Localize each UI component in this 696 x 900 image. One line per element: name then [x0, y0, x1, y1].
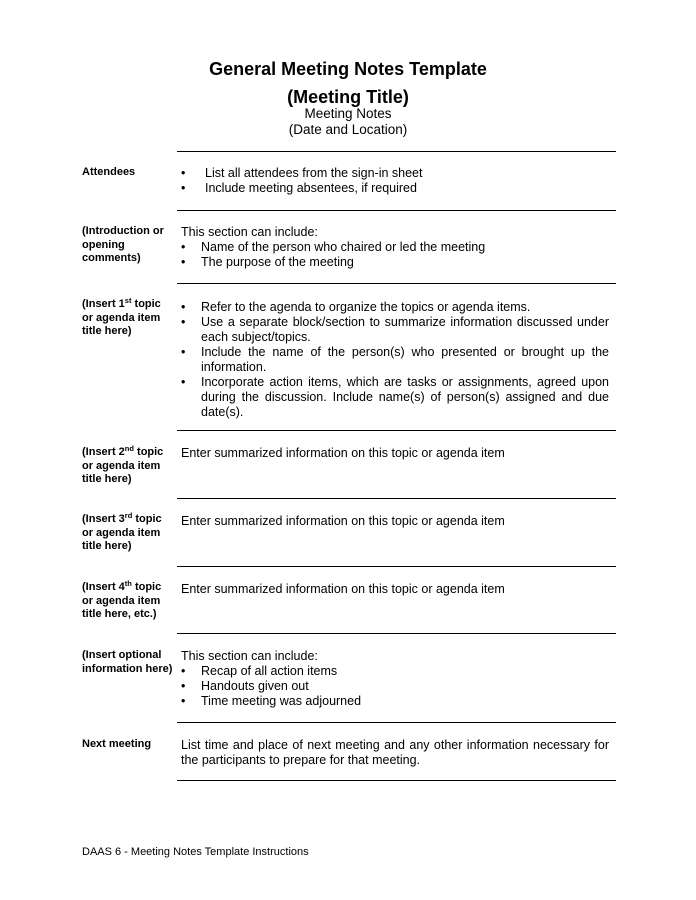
list-item: • Name of the person who chaired or led the meeting — [181, 240, 486, 254]
list-item: • List all attendees from the sign-in sheet — [181, 166, 423, 180]
list-item: • Handouts given out — [181, 679, 309, 693]
meeting-notes-subtitle: Meeting Notes — [304, 106, 392, 121]
divider — [177, 283, 616, 284]
optional-content — [181, 649, 609, 709]
list-item: • Include the name of the person(s) who presented or brought up the information. — [181, 345, 609, 374]
divider — [177, 430, 616, 431]
bullet: • — [181, 315, 186, 329]
topic1-label: (Insert 1st topic or agenda item title here) — [82, 296, 161, 337]
bullet: • — [181, 694, 186, 708]
list-item: • The purpose of the meeting — [181, 255, 354, 269]
divider — [177, 151, 616, 152]
attendees-label: Attendees — [82, 166, 136, 178]
list-item: • Refer to the agenda to organize the topics or agenda items. — [181, 300, 531, 314]
introduction-label: (Introduction or opening comments) — [82, 225, 164, 264]
date-location-subtitle: (Date and Location) — [288, 122, 408, 137]
list-item: • Use a separate block/section to summarize information discussed under each subject/topics. — [181, 315, 609, 344]
next-meeting-label: Next meeting — [82, 738, 152, 750]
topic2-content: Enter summarized information on this topic or agenda item — [181, 446, 505, 460]
topic1-content — [181, 300, 609, 420]
bullet: • — [181, 345, 186, 359]
bullet: • — [181, 166, 186, 180]
bullet: • — [181, 181, 186, 195]
topic3-label: (Insert 3rd topic or agenda item title here) — [82, 511, 162, 552]
meeting-title: (Meeting Title) — [287, 87, 409, 107]
bullet: • — [181, 664, 186, 678]
intro-text: This section can include: — [181, 649, 318, 663]
introduction-content — [181, 225, 609, 270]
next-meeting-content: List time and place of next meeting and any other information necessary for the participants to prepare for that meeting. — [181, 738, 609, 767]
attendees-content — [181, 166, 609, 196]
list-item: • Time meeting was adjourned — [181, 694, 362, 708]
optional-label: (Insert optional information here) — [82, 649, 173, 675]
divider — [177, 566, 616, 567]
page-footer: DAAS 6 - Meeting Notes Template Instructions — [82, 846, 309, 858]
topic4-content: Enter summarized information on this topic or agenda item — [181, 582, 505, 596]
bullet: • — [181, 300, 186, 314]
divider — [177, 722, 616, 723]
topic4-label: (Insert 4th topic or agenda item title here, etc.) — [82, 579, 162, 620]
intro-text: This section can include: — [181, 225, 318, 239]
divider — [177, 633, 616, 634]
list-item: • Recap of all action items — [181, 664, 338, 678]
document-title: General Meeting Notes Template — [209, 59, 487, 79]
bullet: • — [181, 375, 186, 389]
bullet: • — [181, 255, 186, 269]
topic3-content: Enter summarized information on this topic or agenda item — [181, 514, 505, 528]
divider — [177, 498, 616, 499]
topic2-label: (Insert 2nd topic or agenda item title here) — [82, 444, 164, 485]
list-item: • Incorporate action items, which are tasks or assignments, agreed upon during the discussion. Include name(s) of person(s) assigned and due date(s). — [181, 375, 609, 419]
divider — [177, 210, 616, 211]
list-item: • Include meeting absentees, if required — [181, 181, 417, 195]
bullet: • — [181, 679, 186, 693]
divider — [177, 780, 616, 781]
bullet: • — [181, 240, 186, 254]
